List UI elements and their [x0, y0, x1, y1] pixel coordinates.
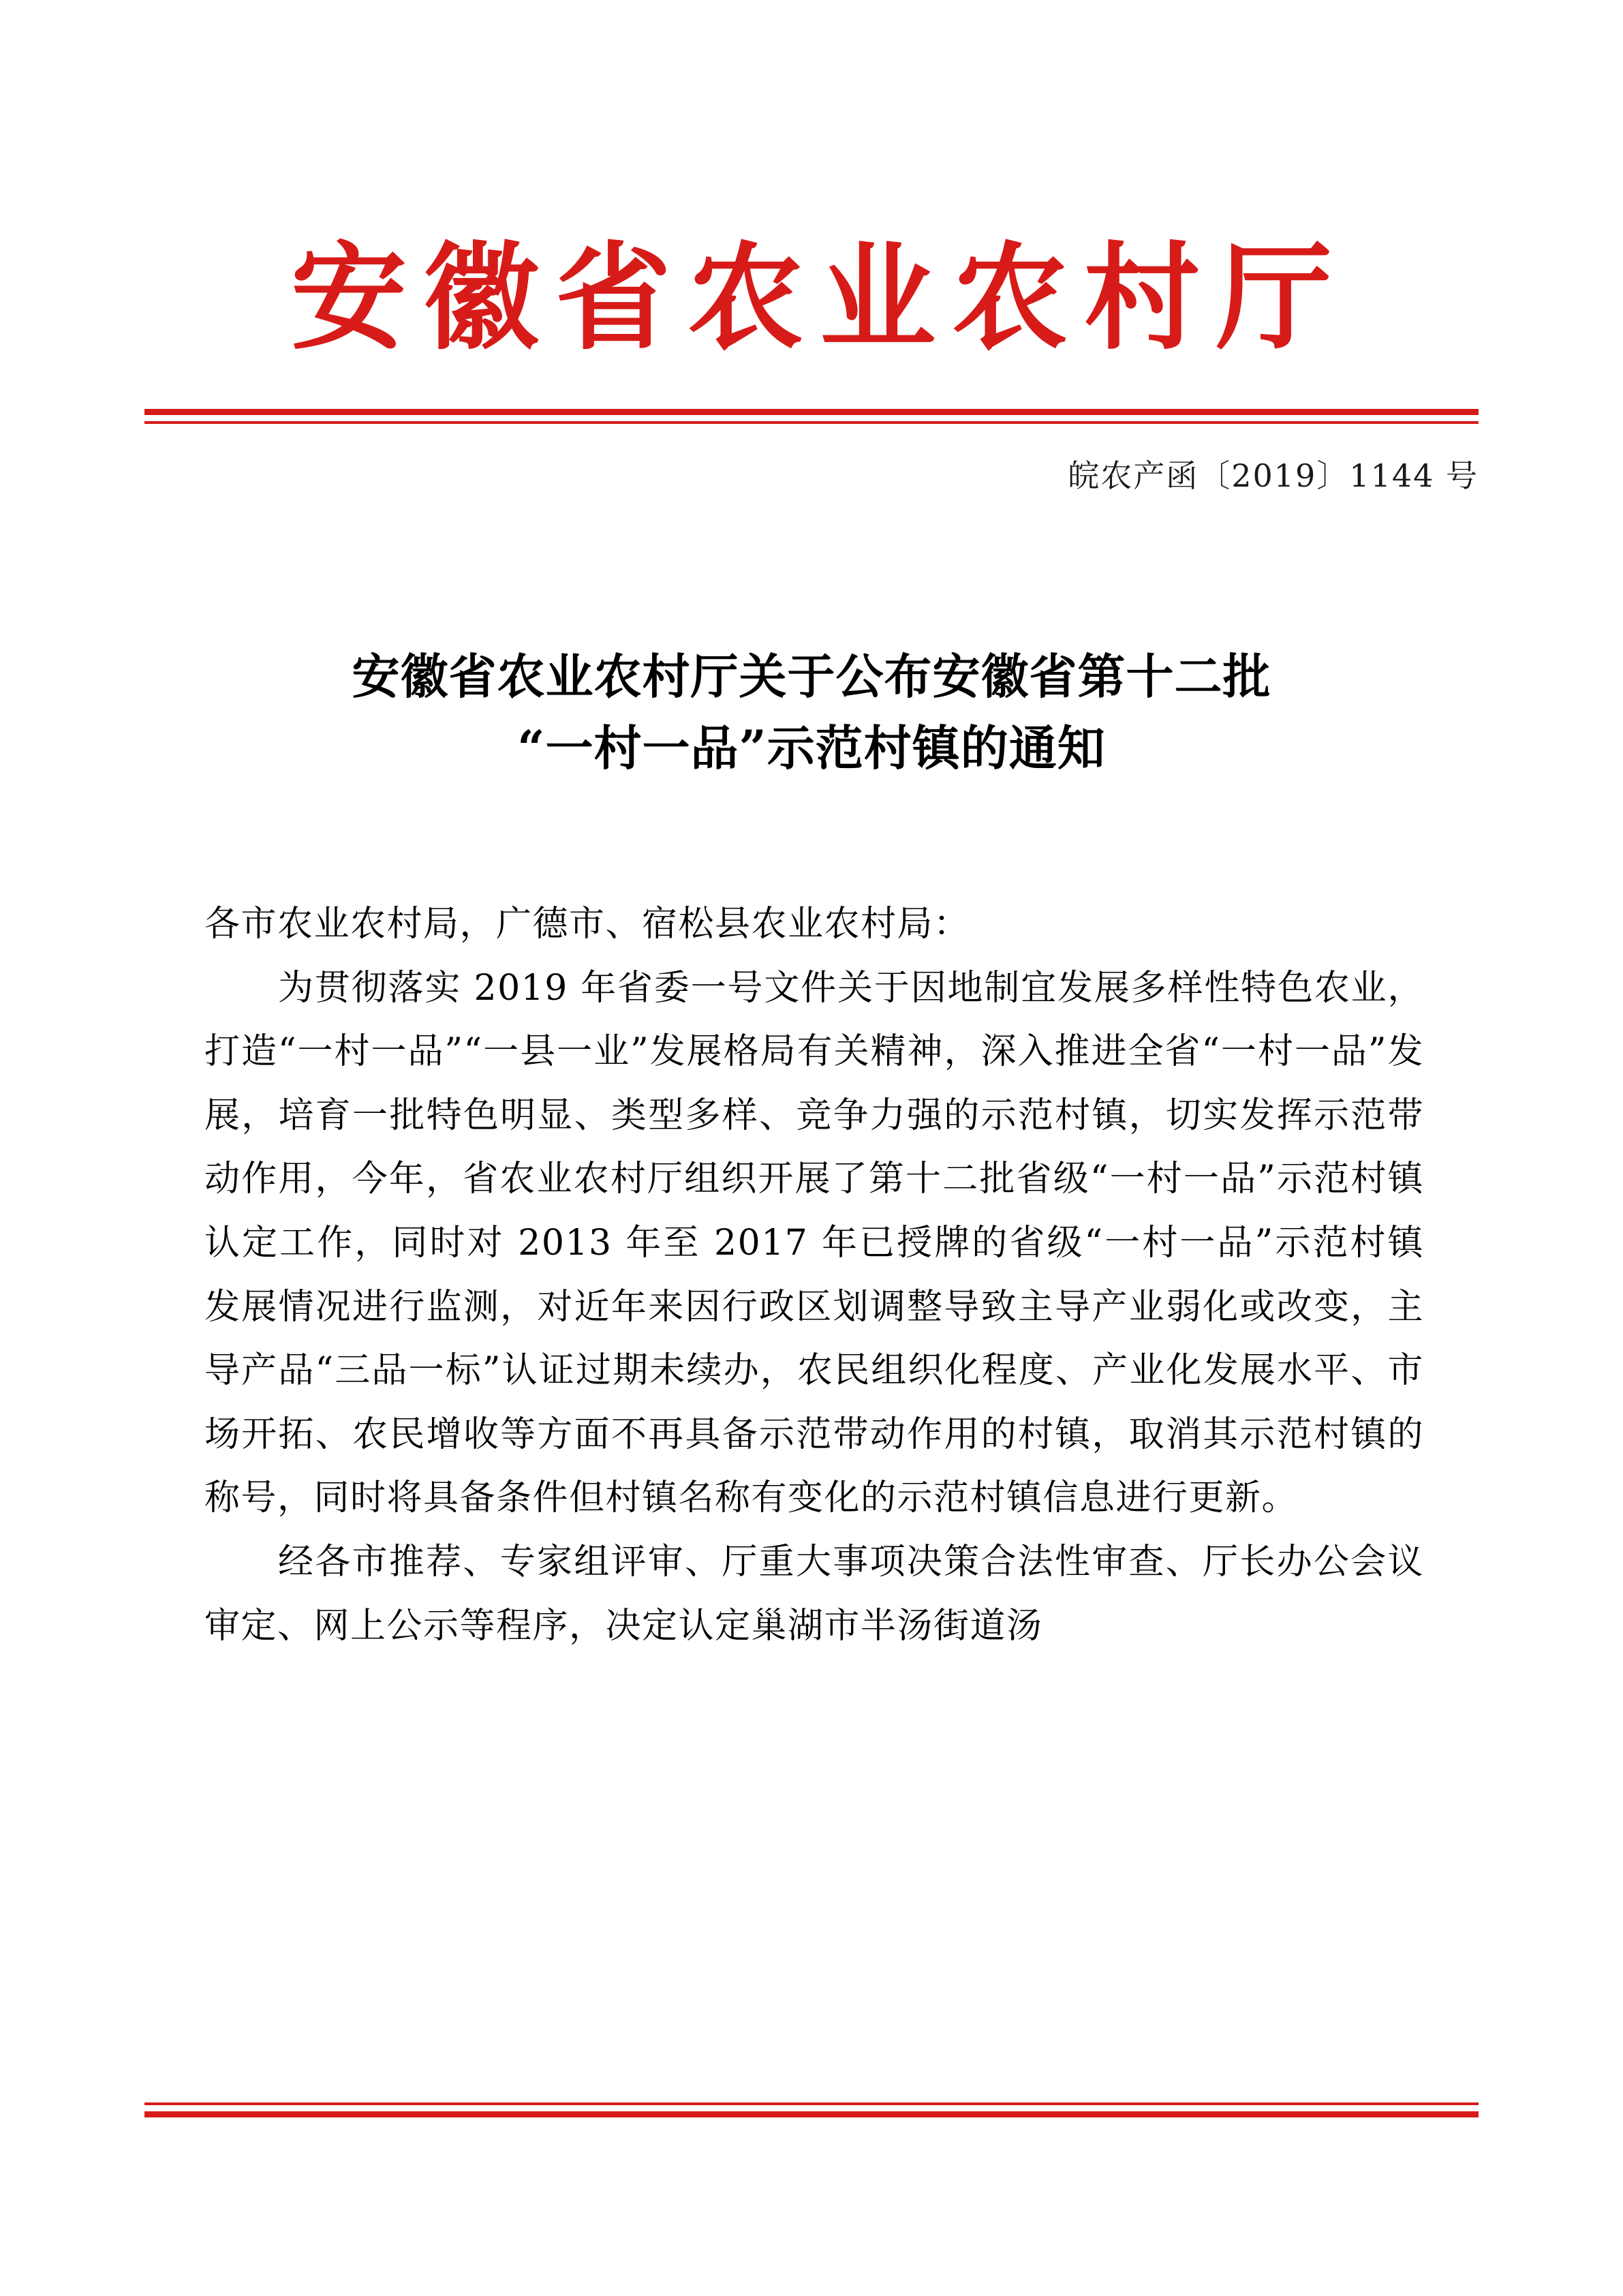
document-number: 皖农产函〔2019〕1144 号 [1068, 457, 1479, 494]
header-divider-thin-line [144, 421, 1479, 424]
header-divider-thick-line [144, 409, 1479, 415]
issuing-agency-title: 安徽省农业农村厅 [290, 230, 1348, 366]
header-divider [144, 409, 1479, 424]
footer-divider-thick-line [144, 2111, 1479, 2117]
document-body [204, 893, 1424, 1658]
salutation: 各市农业农村局，广德市、宿松县农业农村局： [204, 904, 970, 945]
footer-divider-thin-line [144, 2102, 1479, 2105]
page-title [191, 641, 1432, 784]
body-paragraph-2: 经各市推荐、专家组评审、厅重大事项决策合法性审查、厅长办公会议审定、网上公示等程序，决定认定巢湖市半汤街道汤 [204, 1541, 1424, 1647]
page-title-line-1: 安徽省农业农村厅关于公布安徽省第十二批 [352, 648, 1271, 705]
page-title-line-2: “一村一品”示范村镇的通知 [517, 720, 1106, 776]
letterhead [0, 232, 1623, 365]
body-paragraph-1: 为贯彻落实 2019 年省委一号文件关于因地制宜发展多样性特色农业，打造“一村一品”“一县一业”发展格局有关精神，深入推进全省“一村一品”发展，培育一批特色明显、类型多样、竞争力强的示范村镇，切实发挥示范带动作用，今年，省农业农村厅组织开展了第十二批省级“一村一品”示范村镇认定工作，同时对 2013 年至 2017 年已授牌的省级“一村一品”示范村镇发展情况进行监测，对近年来因行政区划调整导致主导产业弱化或改变，主导产品“三品一标”认证过期未续办，农民组织化程度、产业化发展水平、市场开拓、农民增收等方面不再具备示范带动作用的村镇，取消其示范村镇的称号，同时将具备条件但村镇名称有变化的示范村镇信息进行更新。 [204, 967, 1424, 1519]
footer-divider [144, 2102, 1479, 2117]
